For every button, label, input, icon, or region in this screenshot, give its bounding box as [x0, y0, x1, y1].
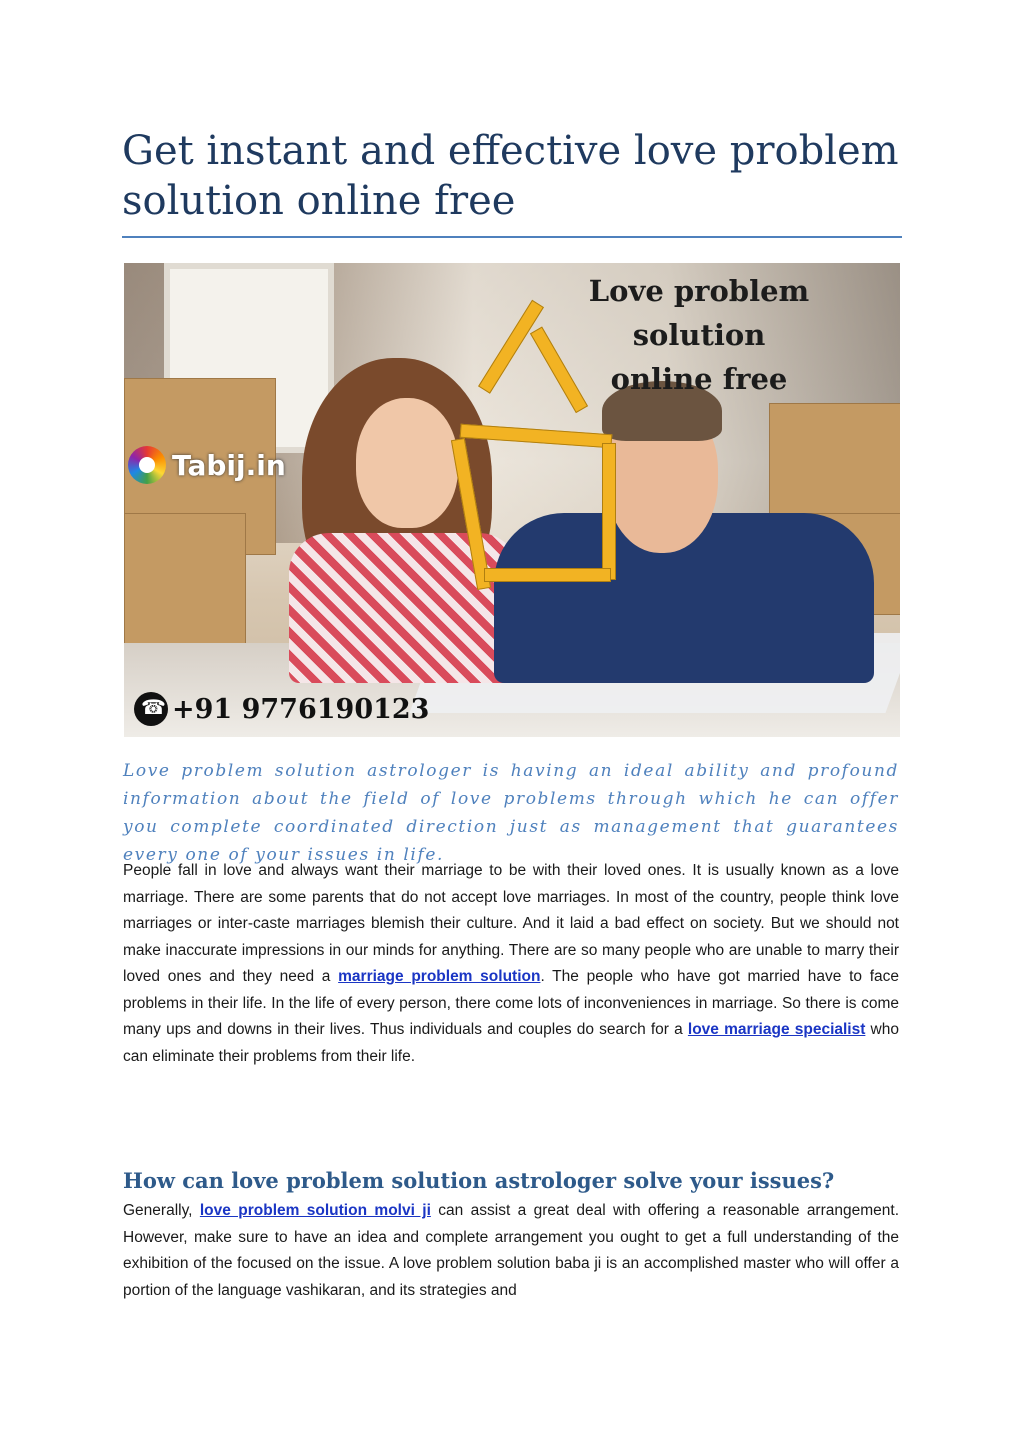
- color-wheel-icon: [128, 446, 166, 484]
- paragraph-text: who can eliminate their problems from their life.: [123, 1021, 899, 1065]
- title-divider: [122, 236, 902, 238]
- paragraph-text: Generally,: [123, 1202, 200, 1219]
- marriage-problem-solution-link[interactable]: marriage problem solution: [338, 968, 541, 985]
- brand-logo: [128, 443, 286, 487]
- image-heading: [519, 269, 879, 401]
- cardboard-box: [124, 513, 246, 645]
- brand-name: Tabij.in: [172, 448, 286, 482]
- image-heading-line2: online free: [610, 362, 788, 396]
- image-heading-line1: Love problem solution: [588, 274, 810, 352]
- phone-text: +91 9776190123: [172, 693, 430, 725]
- intro-paragraph: Love problem solution astrologer is having an ideal ability and profound information about the field of love problems through which he can offer you complete coordinated direction just as management that guarantees every one of your issues in life.: [123, 761, 899, 865]
- love-problem-solution-molvi-ji-link[interactable]: love problem solution molvi ji: [199, 1202, 431, 1219]
- page-title: Get instant and effective love problem solution online free: [122, 128, 899, 224]
- ruler-base: [484, 568, 611, 582]
- love-marriage-specialist-link[interactable]: love marriage specialist: [687, 1021, 866, 1038]
- section-heading: How can love problem solution astrologer solve your issues?: [123, 1168, 835, 1193]
- woman-face: [356, 398, 458, 528]
- paragraph-text: People fall in love and always want their marriage to be with their loved ones. It is usually known as a love marriage. There are some parents that do not accept love marriages. In most of the country, people think love marriages or inter-caste marriages blemish their culture. And it laid a bad effect on society. But we should not make inaccurate impressions in our minds for anything. There are so many people who are unable to marry their loved ones and they need a: [123, 862, 899, 985]
- phone-icon: [134, 692, 168, 726]
- phone-number: [134, 689, 429, 729]
- paragraph-text: . The people who have got married have to face problems in their life. In the life of every person, there come lots of inconveniences in marriage. So there is come many ups and downs in their lives. Thus individuals and couples do search for a: [123, 968, 899, 1038]
- ruler-right-wall: [602, 443, 616, 580]
- body-paragraph-1: [123, 858, 899, 1070]
- paragraph-text: can assist a great deal with offering a reasonable arrangement. However, make sure to have an idea and complete arrangement you ought to get a full understanding of the exhibition of the focused on the issue. A love problem solution baba ji is an accomplished master who will offer a portion of the language vashikaran, and its strategies and: [123, 1202, 900, 1299]
- cardboard-box: [769, 403, 900, 525]
- hero-image: [124, 263, 900, 737]
- body-paragraph-2: [123, 1198, 899, 1304]
